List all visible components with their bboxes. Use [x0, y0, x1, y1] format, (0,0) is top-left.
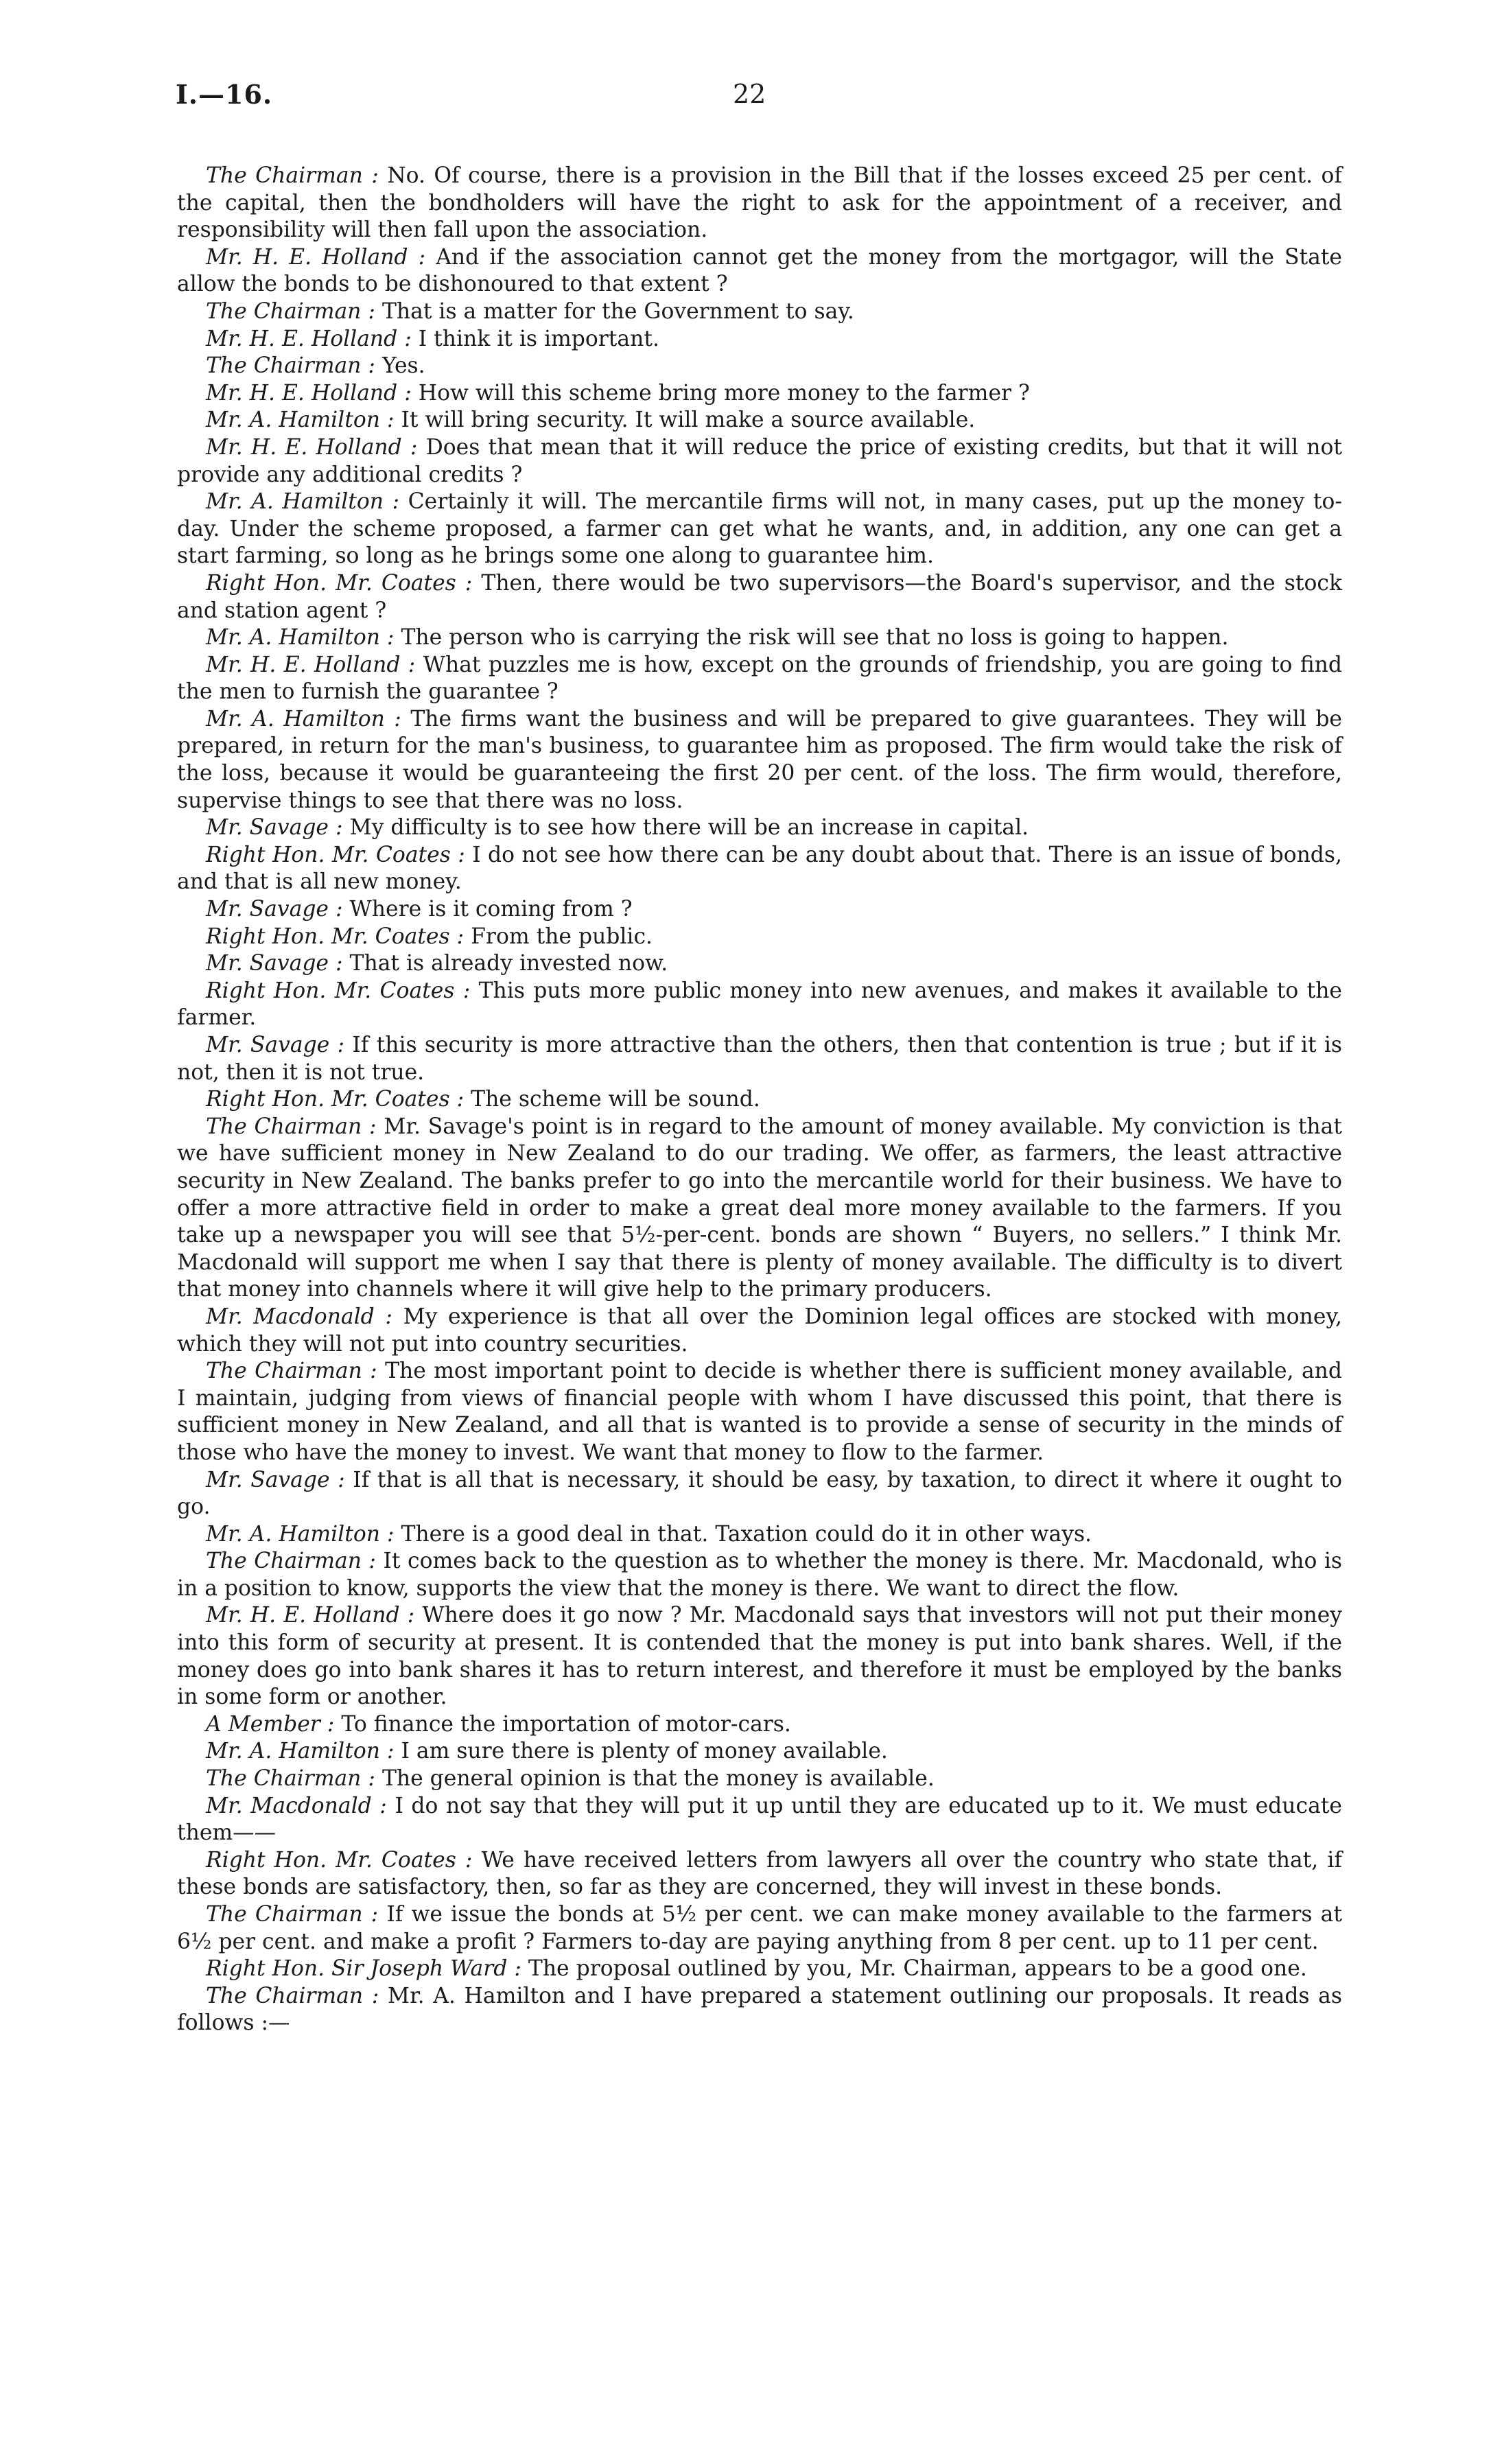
speaker-name: Right Hon. Sir Joseph Ward : — [206, 1956, 521, 1982]
speech-text: The proposal outlined by you, Mr. Chairman, appears to be a good one. — [528, 1956, 1307, 1982]
speaker-name: The Chairman : — [206, 298, 375, 324]
transcript-paragraph — [177, 624, 1342, 652]
speech-text: What puzzles me is how, except on the grounds of friendship, you are going to find the men to furnish the guarantee ? — [177, 652, 1342, 705]
speech-text: To finance the importation of motor-cars. — [341, 1711, 791, 1737]
transcript-paragraph — [177, 1602, 1342, 1711]
speech-text: Where is it coming from ? — [349, 897, 633, 922]
page-number: 22 — [733, 79, 766, 109]
speaker-name: Mr. Savage : — [206, 951, 343, 976]
transcript-paragraph — [177, 706, 1342, 814]
transcript-paragraph — [177, 1983, 1342, 2037]
speech-text: How will this scheme bring more money to the farmer ? — [418, 380, 1030, 406]
speaker-name: The Chairman : — [206, 1359, 377, 1384]
speaker-name: Mr. H. E. Holland : — [206, 1603, 415, 1628]
speaker-name: Right Hon. Mr. Coates : — [206, 1847, 473, 1873]
speaker-name: A Member : — [206, 1711, 335, 1737]
transcript-paragraph — [177, 1956, 1342, 1983]
speaker-name: Mr. H. E. Holland : — [206, 244, 426, 270]
transcript-paragraph — [177, 1304, 1342, 1358]
speaker-name: Right Hon. Mr. Coates : — [206, 842, 465, 867]
speaker-name: Mr. A. Hamilton : — [206, 706, 401, 731]
transcript-paragraph — [177, 1032, 1342, 1086]
speech-text: Certainly it will. The mercantile firms will not, in many cases, put up the money to-day. Under the scheme proposed, a farmer can get what he wants, and, in addition, any one can get a start farming, so long as he brings some one along to guarantee him. — [177, 489, 1342, 569]
page-header — [177, 79, 1342, 120]
speaker-name: Mr. Savage : — [206, 1467, 345, 1492]
transcript-paragraph — [177, 244, 1342, 298]
document-reference: I.—16. — [176, 79, 273, 110]
speech-text: Then, there would be two supervisors—the Board's supervisor, and the stock and station agent ? — [177, 570, 1342, 623]
speaker-name: Mr. Savage : — [206, 1033, 345, 1057]
speech-text: It comes back to the question as to whether the money is there. Mr. Macdonald, who is in a position to know, supports the view that the money is there. We want to direct the flow. — [177, 1549, 1342, 1601]
transcript-paragraph — [177, 163, 1342, 244]
speech-text: Mr. A. Hamilton and I have prepared a statement outlining our proposals. It reads as follows :— — [177, 1983, 1342, 2036]
speech-text: That is already invested now. — [349, 951, 668, 976]
speaker-name: Right Hon. Mr. Coates : — [206, 1087, 465, 1112]
transcript-paragraph — [177, 1467, 1342, 1521]
transcript-paragraph — [177, 842, 1342, 896]
transcript-paragraph — [177, 298, 1342, 326]
transcript-body — [177, 163, 1342, 2037]
speaker-name: Mr. Macdonald : — [206, 1793, 387, 1818]
speaker-name: The Chairman : — [206, 1114, 377, 1139]
transcript-paragraph — [177, 814, 1342, 842]
speaker-name: Mr. A. Hamilton : — [206, 408, 395, 433]
speaker-name: Mr. Savage : — [206, 815, 343, 841]
speech-text: There is a good deal in that. Taxation could do it in other ways. — [401, 1521, 1092, 1547]
transcript-paragraph — [177, 1358, 1342, 1466]
transcript-paragraph — [177, 1711, 1342, 1739]
transcript-paragraph — [177, 1086, 1342, 1114]
speech-text: The scheme will be sound. — [471, 1087, 760, 1112]
speech-text: And if the association cannot get the money from the mortgagor, will the State allow the bonds to be dishonoured to that extent ? — [177, 244, 1342, 297]
transcript-paragraph — [177, 1738, 1342, 1765]
transcript-paragraph — [177, 978, 1342, 1032]
speaker-name: The Chairman : — [206, 353, 375, 379]
transcript-paragraph — [177, 353, 1342, 380]
speech-text: The most important point to decide is whether there is sufficient money available, and I maintain, judging from views of financial people with whom I have discussed this point, that there is sufficient money in New Zealand, and all that is wanted is to provide a sense of security in the minds of those who have the money to invest. We want that money to flow to the farmer. — [177, 1359, 1342, 1465]
speaker-name: Mr. H. E. Holland : — [206, 380, 412, 406]
transcript-paragraph — [177, 950, 1342, 978]
speech-text: I am sure there is plenty of money available. — [401, 1739, 888, 1764]
transcript-paragraph — [177, 652, 1342, 706]
transcript-paragraph — [177, 380, 1342, 408]
speech-text: The general opinion is that the money is available. — [381, 1766, 935, 1792]
speech-text: My difficulty is to see how there will be an increase in capital. — [349, 815, 1029, 841]
speech-text: If this security is more attractive than the others, then that contention is true ; but if it is not, then it is not true. — [177, 1033, 1342, 1085]
speech-text: I think it is important. — [418, 326, 659, 351]
speech-text: Does that mean that it will reduce the price of existing credits, but that it will not provide any additional credits ? — [177, 434, 1343, 487]
speaker-name: Mr. A. Hamilton : — [206, 625, 395, 650]
speaker-name: Mr. Macdonald : — [206, 1304, 392, 1329]
transcript-paragraph — [177, 1521, 1342, 1549]
speaker-name: The Chairman : — [206, 163, 379, 188]
transcript-paragraph — [177, 896, 1342, 924]
speech-text: Where does it go now ? Mr. Macdonald says that investors will not put their money into this form of security at present. It is contended that the money is put into bank shares. Well, if the money does go into bank shares it has to return interest, and therefore it must be employed by the banks in some form or another. — [177, 1603, 1343, 1710]
transcript-paragraph — [177, 1765, 1342, 1793]
speaker-name: The Chairman : — [206, 1902, 379, 1927]
speech-text: Mr. Savage's point is in regard to the amount of money available. My conviction is that we have sufficient money in New Zealand to do our trading. We offer, as farmers, the least attractive security in New Zealand. The banks prefer to go into the mercantile world for their business. We have to offer a more attractive field in order to make a great deal more money available to the farmers. If you take up a newspaper you will see that 5½-per-cent. bonds are shown “ Buyers, no sellers.” I think Mr. Macdonald will support me when I say that there is plenty of money available. The difficulty is to divert that money into channels where it will give help to the primary producers. — [177, 1114, 1342, 1302]
speaker-name: Mr. A. Hamilton : — [206, 1739, 395, 1764]
speech-text: If we issue the bonds at 5½ per cent. we can make money available to the farmers at 6½ per cent. and make a profit ? Farmers to-day are paying anything from 8 per cent. up to 11 per cent. — [177, 1902, 1342, 1954]
speaker-name: The Chairman : — [206, 1983, 379, 2008]
speaker-name: Mr. A. Hamilton : — [206, 1521, 395, 1547]
transcript-paragraph — [177, 489, 1342, 570]
speaker-name: Right Hon. Mr. Coates : — [206, 978, 471, 1003]
speech-text: If that is all that is necessary, it should be easy, by taxation, to direct it where it ought to go. — [177, 1467, 1342, 1520]
transcript-paragraph — [177, 1793, 1342, 1847]
speaker-name: The Chairman : — [206, 1766, 375, 1792]
transcript-paragraph — [177, 326, 1342, 353]
speech-text: It will bring security. It will make a source available. — [401, 408, 976, 433]
speaker-name: Mr. H. E. Holland : — [206, 434, 418, 460]
speech-text: No. Of course, there is a provision in the Bill that if the losses exceed 25 per cent. of the capital, then the bondholders will have the right to ask for the appointment of a receiver, and responsibility will then fall upon the association. — [177, 163, 1342, 243]
speaker-name: Mr. H. E. Holland : — [206, 326, 412, 351]
transcript-paragraph — [177, 1114, 1342, 1304]
transcript-paragraph — [177, 1548, 1342, 1602]
speaker-name: The Chairman : — [206, 1549, 377, 1574]
speech-text: Yes. — [381, 353, 425, 379]
speech-text: The firms want the business and will be prepared to give guarantees. They will be prepared, in return for the man's business, to guarantee him as proposed. The firm would take the risk of the loss, because it would be guaranteeing the first 20 per cent. of the loss. The firm would, therefore, supervise things to see that there was no loss. — [177, 706, 1342, 813]
transcript-paragraph — [177, 924, 1342, 951]
transcript-paragraph — [177, 407, 1342, 434]
speaker-name: Mr. H. E. Holland : — [206, 652, 416, 677]
speech-text: I do not say that they will put it up until they are educated up to it. We must educate them—— — [177, 1793, 1342, 1846]
transcript-paragraph — [177, 1901, 1342, 1956]
speech-text: I do not see how there can be any doubt about that. There is an issue of bonds, and that is all new money. — [177, 842, 1342, 895]
transcript-paragraph — [177, 570, 1342, 624]
speaker-name: Right Hon. Mr. Coates : — [206, 570, 473, 596]
speech-text: From the public. — [471, 924, 653, 949]
speech-text: This puts more public money into new avenues, and makes it available to the farmer. — [177, 978, 1343, 1031]
speech-text: My experience is that all over the Dominion legal offices are stocked with money, which they will not put into country securities. — [177, 1304, 1343, 1357]
speech-text: The person who is carrying the risk will see that no loss is going to happen. — [401, 625, 1229, 650]
speech-text: We have received letters from lawyers all over the country who state that, if these bonds are satisfactory, then, so far as they are concerned, they will invest in these bonds. — [177, 1847, 1342, 1900]
speaker-name: Right Hon. Mr. Coates : — [206, 924, 465, 949]
transcript-paragraph — [177, 1847, 1342, 1901]
speaker-name: Mr. A. Hamilton : — [206, 489, 400, 515]
speech-text: That is a matter for the Government to say. — [381, 298, 854, 324]
transcript-paragraph — [177, 434, 1342, 489]
speaker-name: Mr. Savage : — [206, 897, 343, 922]
